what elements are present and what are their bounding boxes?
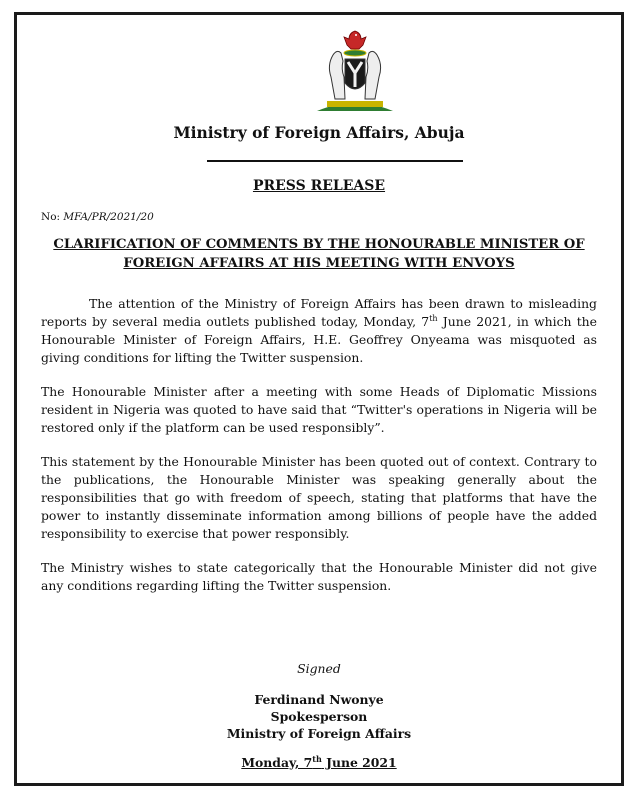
document-type: PRESS RELEASE [252, 178, 386, 194]
signed-label: Signed [297, 661, 341, 676]
release-date: Monday, 7th June 2021 [241, 753, 397, 770]
ministry-heading: Ministry of Foreign Affairs, Abuja [173, 123, 465, 142]
reference-number [41, 211, 154, 223]
paragraph-1: The attention of the Ministry of Foreign Affairs has been drawn to misleading reports by several media outlets published today, Monday, 7th June 2021, in which the Honourable Minister of Foreign Affairs, H.E. Geoffrey Onyeama was misquoted as giving conditions for lifting the Twitter suspension. [41, 296, 597, 365]
signatory-org: Ministry of Foreign Affairs [226, 726, 412, 741]
heading-divider [207, 160, 463, 162]
signatory-name: Ferdinand Nwonye [254, 692, 384, 707]
headline [41, 235, 597, 273]
headline-line-2: FOREIGN AFFAIRS AT HIS MEETING WITH ENVOYS [123, 256, 515, 271]
paragraph-4: The Ministry wishes to state categorically that the Honourable Minister did not give any conditions regarding lifting the Twitter suspension. [41, 560, 597, 593]
signature-block [41, 691, 597, 742]
paragraph-3: This statement by the Honourable Minister has been quoted out of context. Contrary to the publications, the Honourable Minister was speaking generally about the responsibilities that go with freedom of speech, stating that platforms that have the power to instantly disseminate information among billions of people have the added responsibility to exercise that power responsibly. [41, 454, 597, 541]
reference-value: MFA/PR/2021/20 [63, 211, 154, 223]
signatory-title: Spokesperson [270, 709, 368, 724]
press-release-page [14, 12, 624, 786]
reference-label: No: [41, 211, 61, 223]
headline-line-1: CLARIFICATION OF COMMENTS BY THE HONOURABLE MINISTER OF [53, 237, 585, 252]
coat-of-arms-icon [311, 25, 399, 113]
release-body [41, 295, 597, 611]
paragraph-2: The Honourable Minister after a meeting with some Heads of Diplomatic Missions resident in Nigeria was quoted to have said that “Twitter's operations in Nigeria will be restored only if the platform can be used responsibly”. [41, 384, 597, 435]
